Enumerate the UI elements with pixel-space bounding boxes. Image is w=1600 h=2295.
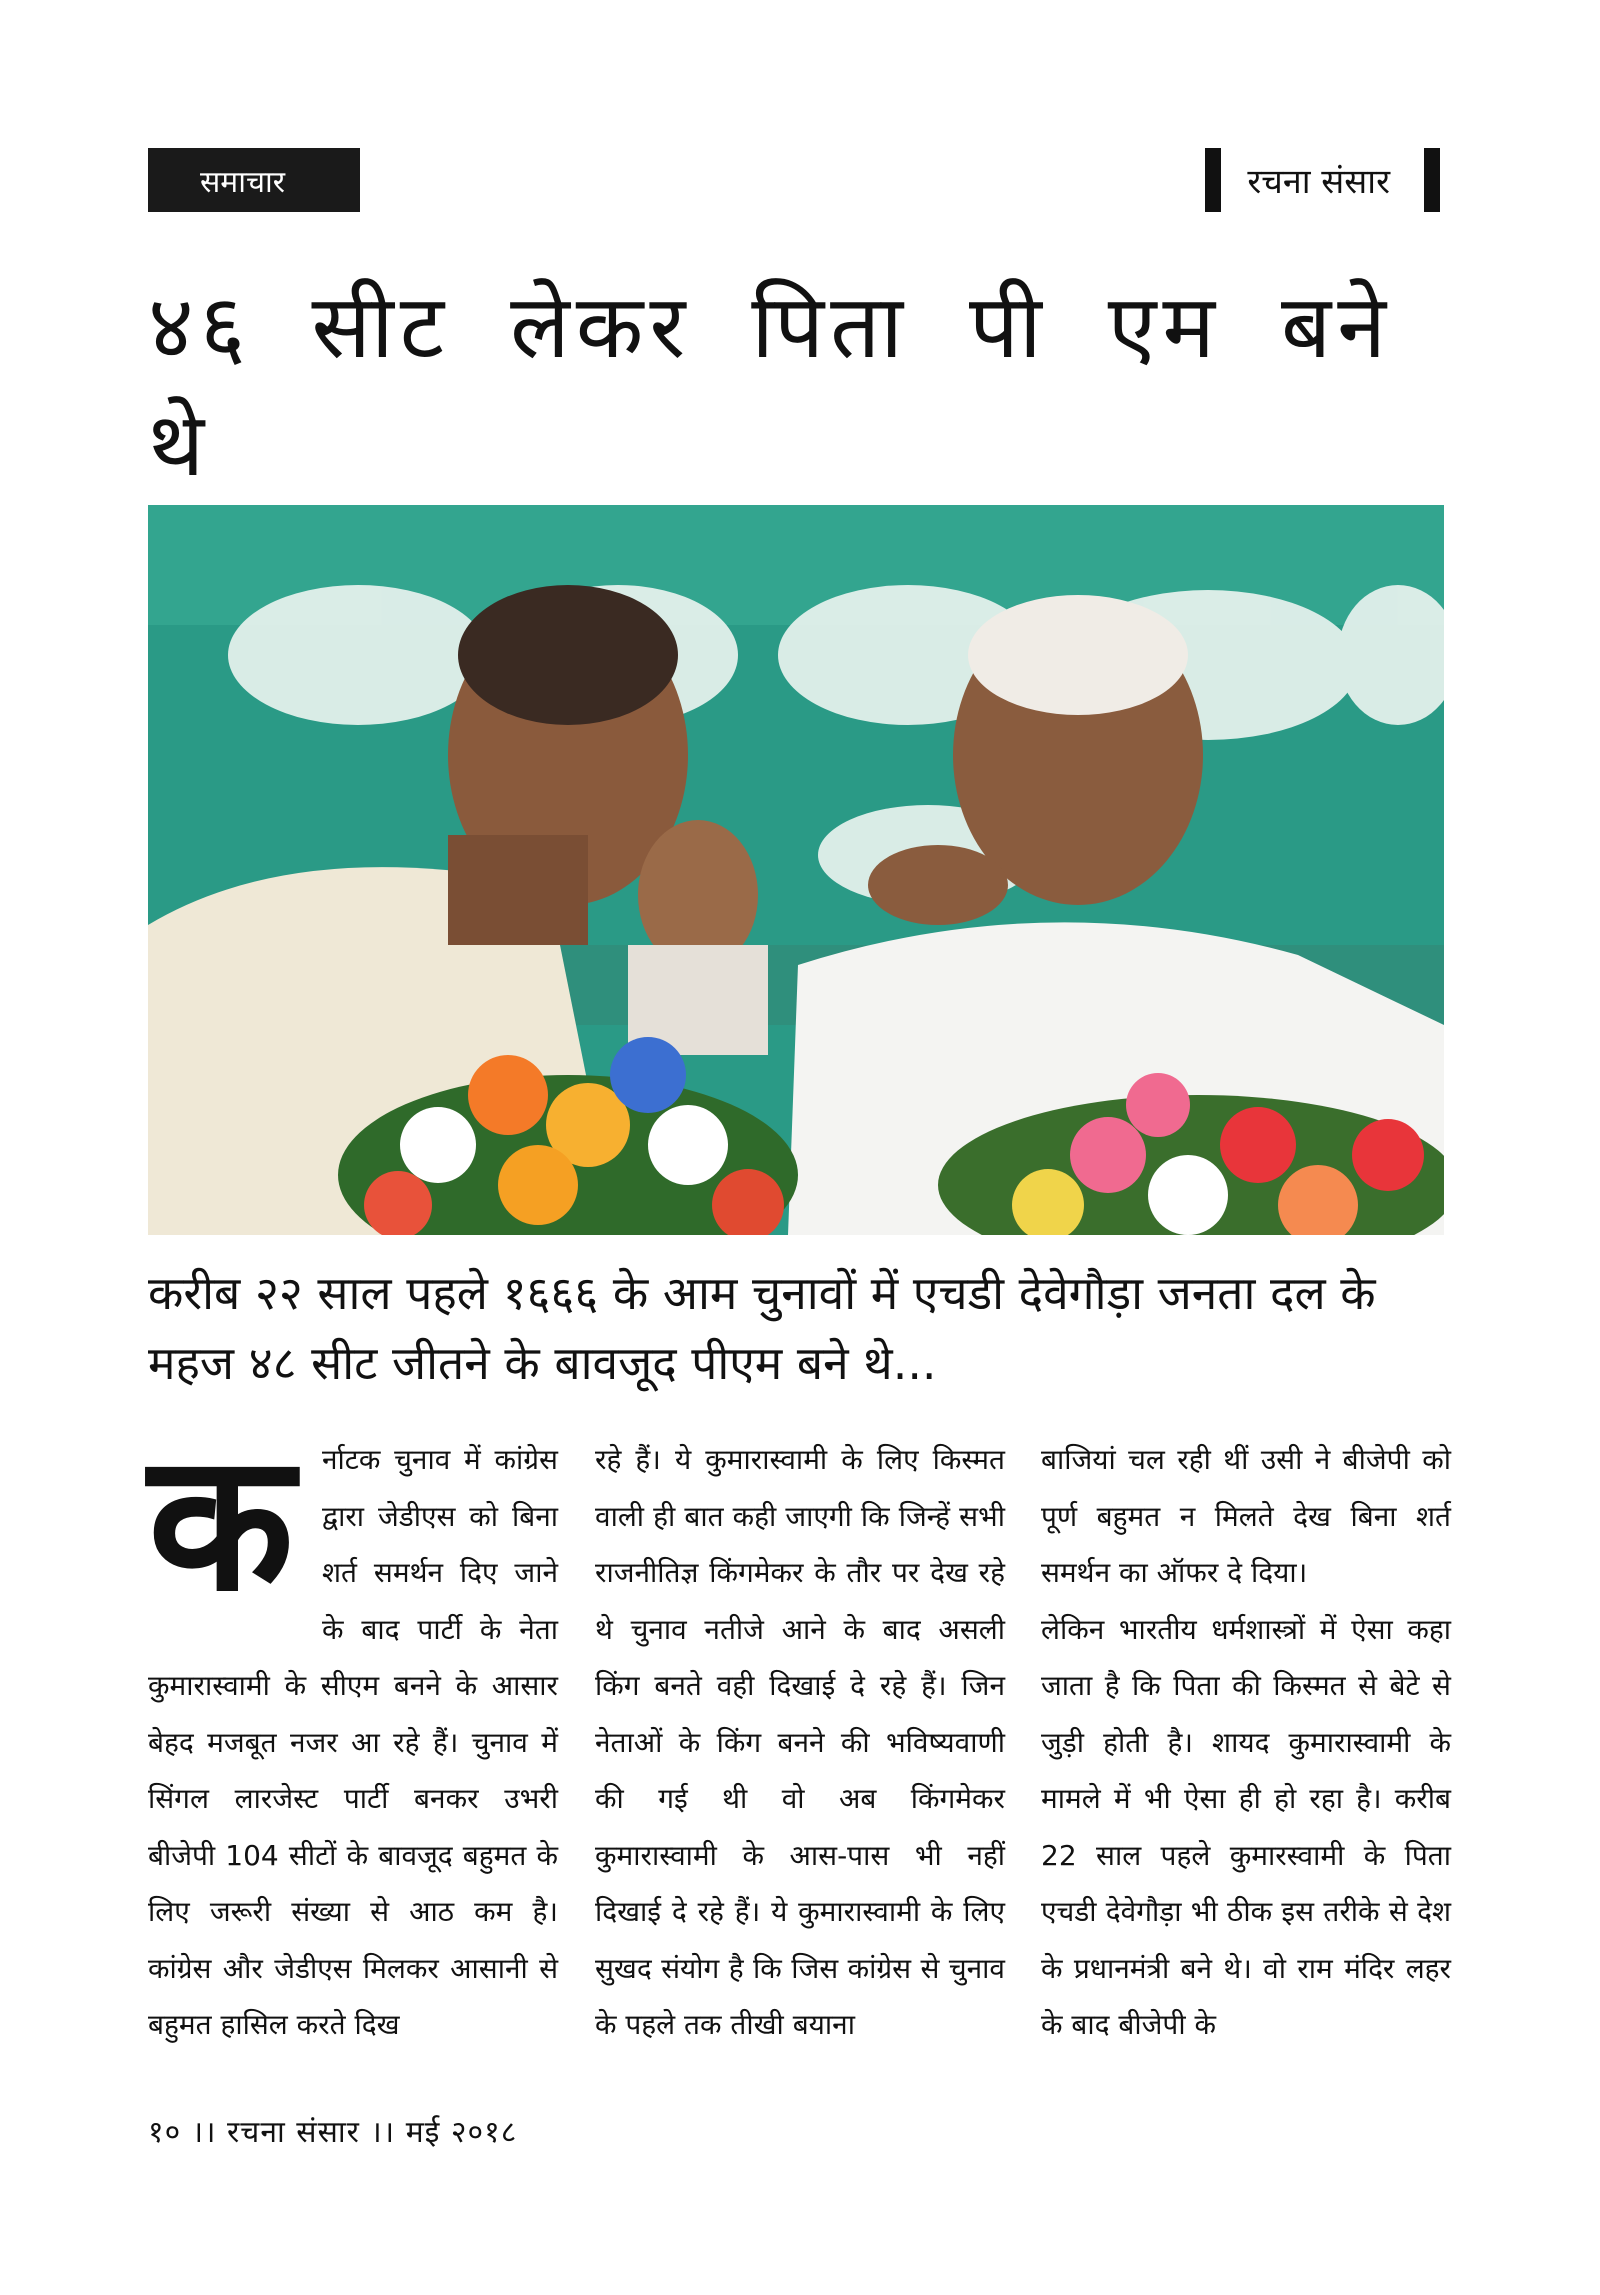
photo-illustration bbox=[148, 505, 1444, 1235]
article-column-2 bbox=[595, 1432, 1005, 2054]
column-1-text: र्नाटक चुनाव में कांग्रेस द्वारा जेडीएस को बिना शर्त समर्थन दिए जाने के बाद पार्टी के नेता कुमारास्वामी के सीएम बनने के आसार बेहद मजबूत नजर आ रहे हैं। चुनाव में सिंगल लारजेस्ट पार्टी बनकर उभरी बीजेपी 104 सीटों के बावजूद बहुमत के लिए जरूरी संख्या से आठ कम है। कांग्रेस और जेडीएस मिलकर आसानी से बहुमत हासिल करते दिख bbox=[148, 1443, 558, 2041]
article-column-3 bbox=[1041, 1432, 1451, 2054]
page-footer: १० ।। रचना संसार ।। मई २०१८ bbox=[148, 2115, 518, 2150]
column-2-text: रहे हैं। ये कुमारास्वामी के लिए किस्मत वाली ही बात कही जाएगी कि जिन्हें सभी राजनीतिज्ञ किंगमेकर के तौर पर देख रहे थे चुनाव नतीजे आने के बाद असली किंग बनते वही दिखाई दे रहे हैं। जिन नेताओं के किंग बनने की भविष्यवाणी की गई थी वो अब किंगमेकर कुमारास्वामी के आस-पास भी नहीं दिखाई दे रहे हैं। ये कुमारास्वामी के लिए सुखद संयोग है कि जिस कांग्रेस से चुनाव के पहले तक तीखी बयाना bbox=[595, 1443, 1005, 2041]
headline-line-1: ४६ सीट लेकर पिता पी एम बने थे bbox=[148, 275, 1393, 496]
header-bar-right bbox=[1424, 148, 1440, 212]
article-column-1 bbox=[148, 1412, 558, 2054]
person-middle bbox=[628, 820, 768, 1055]
header-bar-left bbox=[1205, 148, 1221, 212]
column-3-paragraph-1: बाजियां चल रही थीं उसी ने बीजेपी को पूर्ण बहुमत न मिलते देख बिना शर्त समर्थन का ऑफर दे दिया। bbox=[1041, 1443, 1451, 1589]
column-3-paragraph-2: लेकिन भारतीय धर्मशास्त्रों में ऐसा कहा जाता है कि पिता की किस्मत से बेटे से जुड़ी होती है। शायद कुमारास्वामी के मामले में भी ऐसा ही हो रहा है। करीब 22 साल पहले कुमारस्वामी के पिता एचडी देवेगौड़ा भी ठीक इस तरीके से देश के प्रधानमंत्री बने थे। वो राम मंदिर लहर के बाद बीजेपी के bbox=[1041, 1612, 1451, 2041]
section-tag bbox=[148, 148, 360, 212]
magazine-name: रचना संसार bbox=[1247, 162, 1390, 202]
drop-cap: क bbox=[148, 1412, 294, 1633]
section-tag-label: समाचार bbox=[200, 164, 286, 200]
subheadline: करीब २२ साल पहले १६६६ के आम चुनावों में एचडी देवेगौड़ा जनता दल के महज ४८ सीट जीतने के बावजूद पीएम बने थे... bbox=[148, 1266, 1376, 1390]
article-photo bbox=[148, 505, 1444, 1235]
magazine-header bbox=[1205, 148, 1440, 212]
article-body bbox=[148, 1412, 1451, 2041]
